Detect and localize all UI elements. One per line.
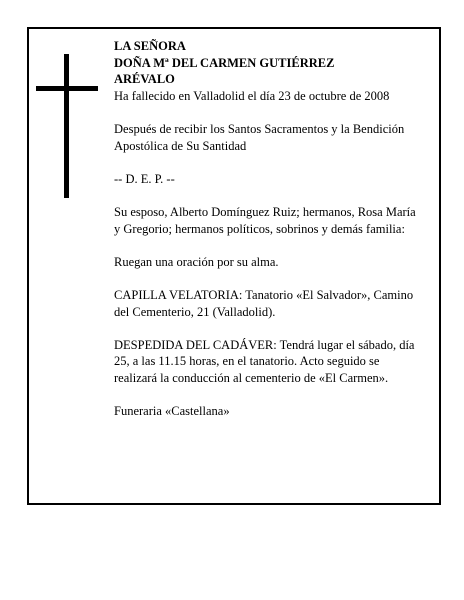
death-statement: Ha fallecido en Valladolid el día 23 de octubre de 2008 bbox=[114, 88, 390, 103]
family-paragraph: Su esposo, Alberto Domínguez Ruiz; hermanos, Rosa María y Gregorio; hermanos políticos, sobrinos y demás familia: bbox=[114, 204, 416, 236]
funeral-home: Funeraria «Castellana» bbox=[114, 404, 230, 419]
cross-horizontal-bar bbox=[36, 86, 98, 91]
farewell-paragraph: DESPEDIDA DEL CADÁVER: Tendrá lugar el sábado, día 25, a las 11.15 horas, en el tanatorio. Acto seguido se realizará la conducción al cementerio de «El Carmen». bbox=[114, 337, 415, 385]
rip-line: -- D. E. P. -- bbox=[114, 171, 175, 186]
deceased-surname: ARÉVALO bbox=[114, 72, 175, 87]
cross-vertical-bar bbox=[64, 54, 69, 198]
chapel-paragraph: CAPILLA VELATORIA: Tanatorio «El Salvador», Camino del Cementerio, 21 (Valladolid). bbox=[114, 287, 414, 319]
deceased-name: DOÑA Mª DEL CARMEN GUTIÉRREZ bbox=[114, 55, 335, 70]
obituary-text bbox=[114, 38, 424, 420]
title-line-1: LA SEÑORA bbox=[114, 39, 186, 53]
cross-icon bbox=[36, 54, 98, 198]
sacraments-paragraph: Después de recibir los Santos Sacramentos y la Bendición Apostólica de Su Santidad bbox=[114, 121, 405, 153]
prayer-request: Ruegan una oración por su alma. bbox=[114, 254, 279, 269]
